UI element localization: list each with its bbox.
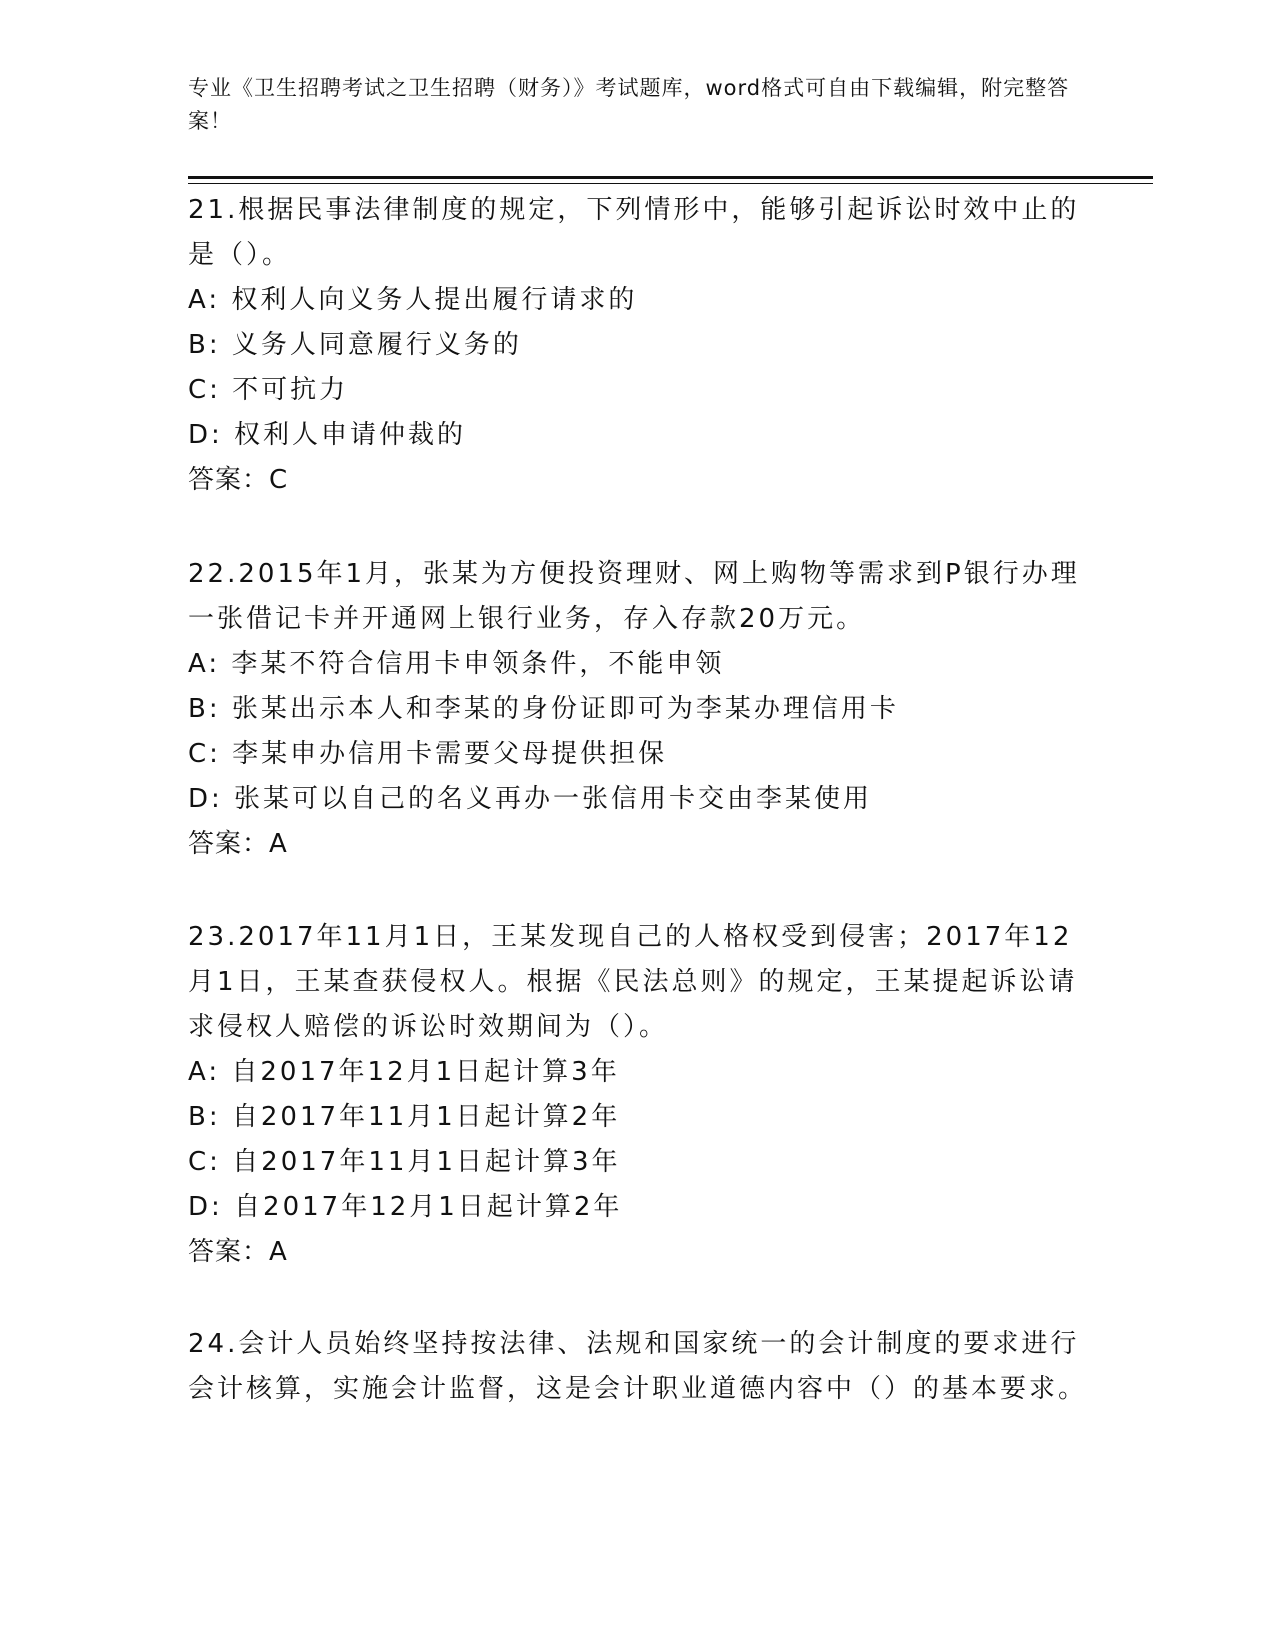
header-divider-thick <box>188 176 1153 179</box>
option-c: C: 不可抗力 <box>188 375 349 405</box>
answer: 答案：A <box>188 1237 288 1267</box>
header-intro-text: 专业《卫生招聘考试之卫生招聘（财务）》考试题库，word格式可自由下载编辑，附完整答案！ <box>188 76 1070 133</box>
option-a: A: 自2017年12月1日起计算3年 <box>188 1057 620 1087</box>
header-divider-thin <box>188 183 1153 184</box>
question-stem: 22.2015年1月，张某为方便投资理财、网上购物等需求到P银行办理一张借记卡并开通网上银行业务，存入存款20万元。 <box>188 559 1080 634</box>
question-stem: 21.根据民事法律制度的规定，下列情形中，能够引起诉讼时效中止的是（）。 <box>188 195 1080 270</box>
question-24 <box>188 1322 1088 1412</box>
option-b: B: 张某出示本人和李某的身份证即可为李某办理信用卡 <box>188 694 899 724</box>
option-d: D: 张某可以自己的名义再办一张信用卡交由李某使用 <box>188 784 873 814</box>
option-b: B: 自2017年11月1日起计算2年 <box>188 1102 621 1132</box>
answer: 答案：A <box>188 829 288 859</box>
question-21 <box>188 188 1088 503</box>
option-a: A: 权利人向义务人提出履行请求的 <box>188 285 638 315</box>
option-b: B: 义务人同意履行义务的 <box>188 330 522 360</box>
question-stem: 24.会计人员始终坚持按法律、法规和国家统一的会计制度的要求进行会计核算，实施会计监督，这是会计职业道德内容中（）的基本要求。 <box>188 1329 1088 1404</box>
question-22 <box>188 552 1088 867</box>
option-c: C: 李某申办信用卡需要父母提供担保 <box>188 739 668 769</box>
answer: 答案：C <box>188 465 289 495</box>
option-d: D: 权利人申请仲裁的 <box>188 420 467 450</box>
option-a: A: 李某不符合信用卡申领条件，不能申领 <box>188 649 725 679</box>
question-stem: 23.2017年11月1日，王某发现自己的人格权受到侵害；2017年12月1日，王某查获侵权人。根据《民法总则》的规定，王某提起诉讼请求侵权人赔偿的诉讼时效期间为（）。 <box>188 922 1078 1042</box>
question-23 <box>188 915 1088 1275</box>
option-c: C: 自2017年11月1日起计算3年 <box>188 1147 621 1177</box>
document-header <box>188 72 1078 138</box>
option-d: D: 自2017年12月1日起计算2年 <box>188 1192 623 1222</box>
